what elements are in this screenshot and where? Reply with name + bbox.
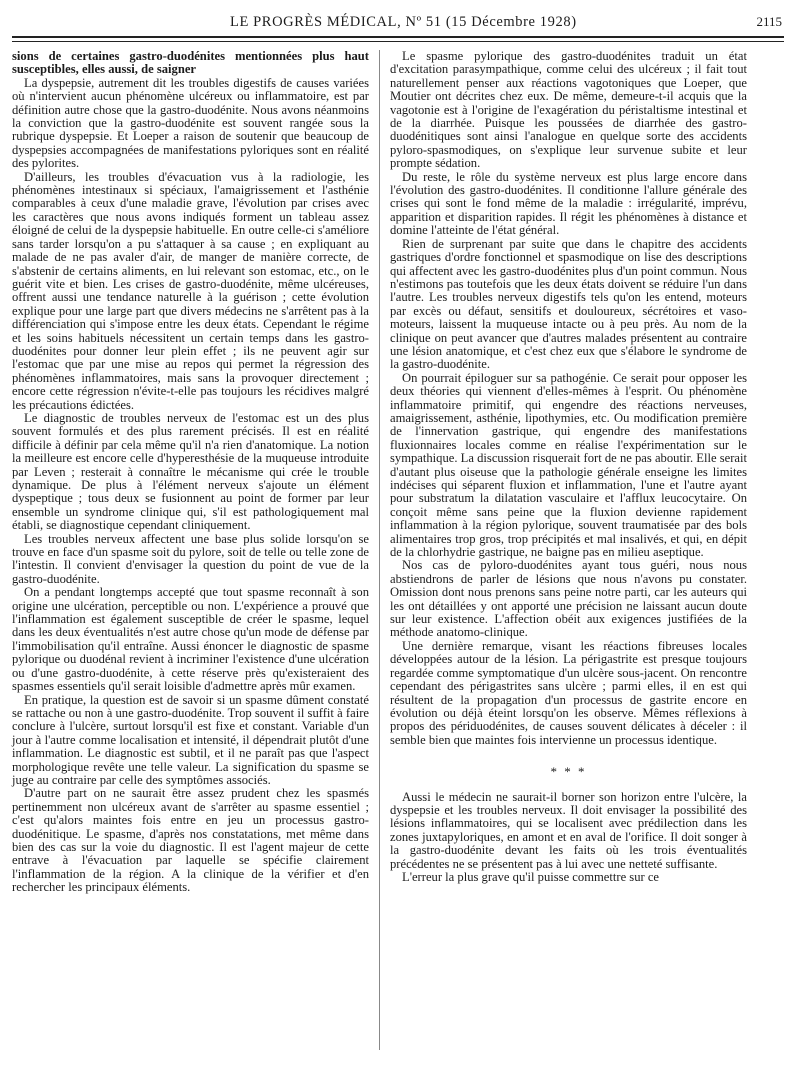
paragraph: Rien de surprenant par suite que dans le chapitre des accidents gastriques d'ordre fonctionnel et spasmodique on lise des descriptions qui affectent avec les gastro-duodénites plus d'un point commun. Nous n'estimons pas toutefois que les deux états doivent se réduire l'un dans l'autre. Les troubles nerveux digestifs tels qu'on les entend, moteurs par excès ou défaut, sensitifs et douloureux, sécrétoires et vaso-moteurs, laissent la muqueuse intacte ou à peu près. Au nom de la clinique on peut avancer que d'autres malades présentent au contraire une lésion anatomique, et c'est chez eux que s'élabore le syndrome de la gastro-duodénite. — [390, 236, 747, 372]
header-rule-thin — [12, 41, 784, 42]
paragraph: Du reste, le rôle du système nerveux est plus large encore dans l'évolution des gastro-duodénites. Il conditionne l'allure générale des crises qui sont le fond même de la maladie : irrégularité, imprévu, apparition et disparition rapides. Il régit les phénomènes à distance et domine l'atteinte de l'état général. — [390, 169, 747, 238]
paragraph: On pourrait épiloguer sur sa pathogénie. Ce serait pour opposer les deux théories qui viennent d'elles-mêmes à l'esprit. Ou phénomène inflammatoire primitif, qui engendre des réactions nerveuses, amaigrissement, asthénie, lipothymies, etc. Ou modification première de l'innervation gastrique, qui engendre des manifestations fluxionnaires locales comme en réalise l'expérimentation sur le sympathique. La discussion risquerait fort de ne pas aboutir. Elle serait d'autant plus oiseuse que la pathologie générale enseigne les limites indécises qui séparent fluxion et inflammation, l'une et l'autre ayant pour substratum la dilatation vasculaire et l'afflux leucocytaire. On conçoit même sans peine que la fluxion devienne rapidement inflammation à la région pylorique, souvent traumatisée par des bols alimentaires trop gros, trop précipités et mal insalivés, et qui, en dépit de la chlorhydrie gastrique, ne baigne pas en milieu aseptique. — [390, 370, 747, 560]
section-break: * * * — [550, 764, 587, 780]
paragraph: Le spasme pylorique des gastro-duodénites traduit un état d'excitation parasympathique, comme celui des ulcéreux ; il fait tout naturellement penser aux réactions vagotoniques que Loeper, que Moutier ont décrites chez eux. De même, demeure-t-il acquis que la vagotonie est à l'origine de l'exagération du péristaltisme intestinal et de la diarrhée. Puisque les poussées de diarrhée des gastro-duodénitiques sont ainsi l'analogue en quelque sorte des accidents pyloro-spasmodiques, on s'explique leur survenue subite et leur prompte sédation. — [390, 49, 747, 171]
paragraph: La dyspepsie, autrement dit les troubles digestifs de causes variées où n'intervient aucun phénomène ulcéreux ou inflammatoire, est par définition autre chose que la gastro-duodénite. Nous avons néanmoins la conviction que la gastro-duodénite est souvent rangée sous la rubrique dyspepsie. Et Loeper a raison de soutenir que beaucoup de dyspepsies accompagnées de manifestations pyloriques sont en réalité des pylorites. — [12, 75, 369, 171]
paragraph: En pratique, la question est de savoir si un spasme dûment constaté se rattache ou non à une gastro-duodénite. Trop souvent il suffit à faire conclure à l'ulcère, surtout lorsqu'il est fixe et constant. Variable d'un jour à l'autre comme localisation et intensité, il dépendrait plutôt d'une inflammation. Le diagnostic est subtil, et il ne paraît pas que l'aspect morphologique revête une telle valeur. La signification du spasme se juge au contraire par celle des symptômes associés. — [12, 692, 369, 787]
paragraph: D'ailleurs, les troubles d'évacuation vus à la radiologie, les phénomènes intestinaux si spéciaux, l'amaigrissement et l'asthénie comparables à ceux d'une maladie grave, l'évolution par crises avec les caractères que nous avons indiqués forment un tableau assez éloigné de celui de la dyspepsie habituelle. En outre celle-ci s'améliore sans tarder lorsqu'on a pu s'attaquer à sa cause ; en expliquant au malade de ne pas avaler d'air, de manger de manière correcte, de s'abstenir de certains aliments, en lui relevant son estomac, etc., on le guérit vite et bien. Les crises de gastro-duodénite, même ulcéreuses, offrent aussi une tendance naturelle à la guérison ; cette évolution explique pour une large part que divers médecins ne s'arrêtent pas à la différenciation qui s'impose entre les deux états. Cependant le régime et les soins habituels nécessitent un certain temps dans les gastro-duodénites pour donner leur plein effet ; ils ne peuvent agir sur l'estomac que par une mise au repos qui permet la régression des phénomènes inflammatoires, mais sans la provoquer directement ; encore cette régression n'évite-t-elle pas toujours les récidives malgré les précautions édictées. — [12, 169, 369, 412]
page-number: 2115 — [756, 14, 782, 29]
column-divider — [379, 50, 380, 1050]
paragraph: Le diagnostic de troubles nerveux de l'estomac est un des plus souvent formulés et des plus rarement précisés. Il est en réalité difficile à définir par cela même qu'il n'a rien d'anatomique. La notion la meilleure est encore celle d'hyperesthésie de la muqueuse introduite par Leven ; resterait à connaître le mécanisme qui crée le trouble dynamique. De plus à l'élément nerveux s'ajoute un élément dyspeptique ; tous deux se fusionnent au point de former par leur ensemble un syndrome clinique qui, s'il est pathologiquement mal établi, se diagnostique cependant cliniquement. — [12, 410, 369, 533]
paragraph: Aussi le médecin ne saurait-il borner son horizon entre l'ulcère, la dyspepsie et les troubles nerveux. Il doit envisager la possibilité des lésions inflammatoires, qui se localisent avec prédilection dans les zones juxtapyloriques, en amont et en aval de l'orifice. Il doit songer à la gastro-duodénite devant les faits où les trois éventualités précédentes ne se présentent pas à lui avec une netteté suffisante. — [390, 789, 747, 871]
right-column — [390, 50, 747, 884]
paragraph: sions de certaines gastro-duodénites mentionnées plus haut susceptibles, elles aussi, de saigner — [12, 49, 369, 77]
journal-title: LE PROGRÈS MÉDICAL, Nº 51 (15 Décembre 1928) — [230, 14, 577, 30]
paragraph: D'autre part on ne saurait être assez prudent chez les spasmés pertinemment non ulcéreux avant de s'arrêter au spasme essentiel ; c'est qu'alors maintes fois entre en jeu un processus gastro-duodénitique. Le spasme, d'après nos constatations, met même dans bien des cas sur la voie du diagnostic. Il est l'agent majeur de cette entrave à l'évacuation par laquelle se spécifie clairement l'inflammation de la région. A la clinique de la vérifier et d'en rechercher les principaux éléments. — [12, 786, 369, 895]
page-header — [12, 12, 782, 38]
paragraph: L'erreur la plus grave qu'il puisse commettre sur ce — [402, 869, 660, 884]
paragraph: Une dernière remarque, visant les réactions fibreuses locales développées autour de la lésion. La périgastrite est presque toujours regardée comme symptomatique d'un ulcère sous-jacent. On rencontre cependant des périgastrites sans ulcère ; parmi elles, il en est qui résultent de la propagation d'un processus de gastrite encore en évolution ou déjà éteint lorsqu'on les observe. Mêmes réflexions à propos des périduodénites, de causes souvent délicates à déceler : il semble bien que maintes fois intervienne un processus identique. — [390, 638, 747, 747]
paragraph: Nos cas de pyloro-duodénites ayant tous guéri, nous nous abstiendrons de parler de lésions que nous n'avons pu constater. Omission dont nous prenons sans peine notre parti, car les auteurs qui les ont détaillées y ont apporté une précision ne laissant aucun doute sur leur existence. L'affection obéit aux exigences justifiées de la méthode anatomo-clinique. — [390, 558, 747, 640]
header-rule-thick — [12, 36, 784, 38]
paragraph: Les troubles nerveux affectent une base plus solide lorsqu'on se trouve en face d'un spasme soit du pylore, soit de telle ou telle zone de l'intestin. Il convient d'envisager la question du point de vue de la gastro-duodénite. — [12, 531, 369, 586]
left-column — [12, 50, 369, 895]
paragraph: On a pendant longtemps accepté que tout spasme reconnaît à son origine une ulcération, perceptible ou non. L'expérience a prouvé que l'inflammation est également susceptible de créer le spasme, lequel dans les deux éventualités n'est autre chose qu'un mode de défense par l'immobilisation qu'il entraîne. Aussi énoncer le diagnostic de spasme pylorique ou duodénal revient à incriminer l'existence d'une ulcération ou d'une gastro-duodénite, à cette réserve près qu'existeraient des spasmes essentiels qu'il serait loisible d'admettre après mûr examen. — [12, 585, 369, 694]
